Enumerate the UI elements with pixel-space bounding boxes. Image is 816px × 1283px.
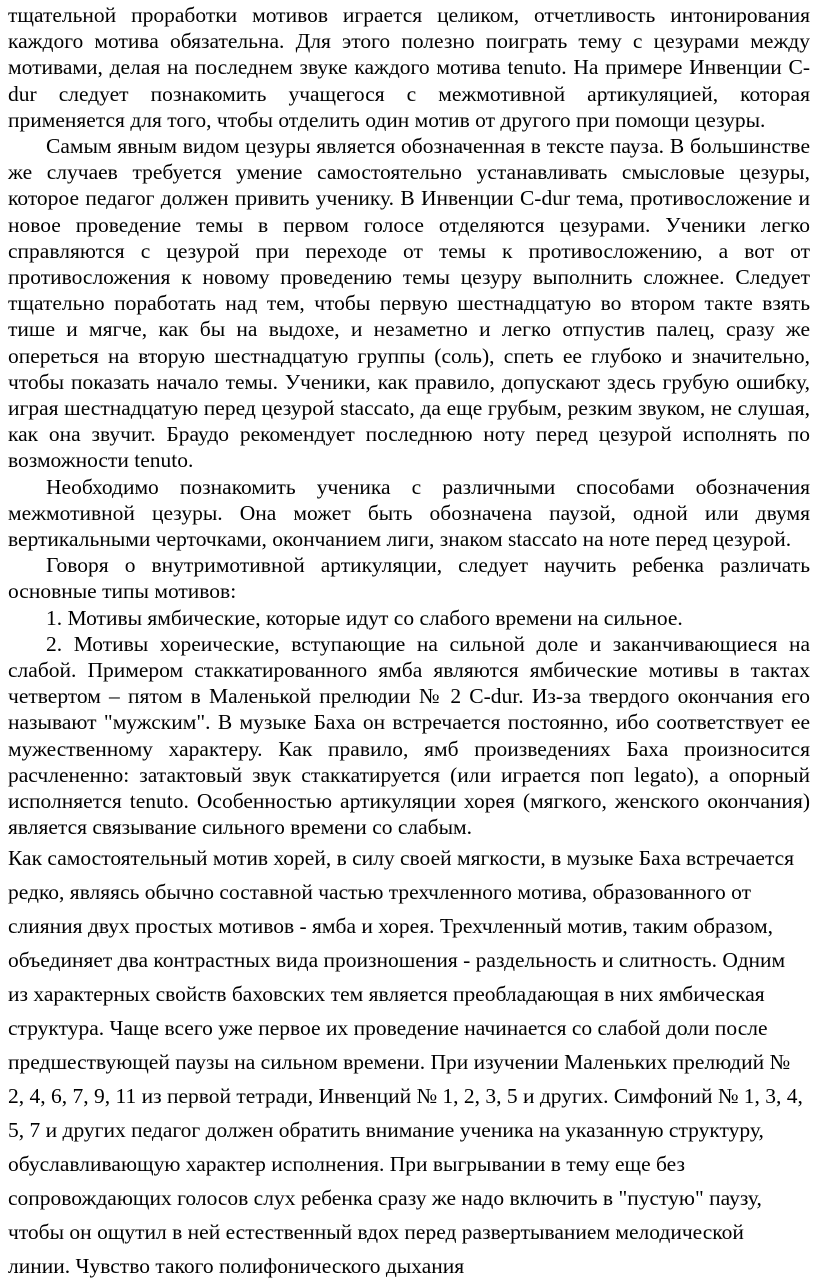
list-item-iambic-motifs: 1. Мотивы ямбические, которые идут со слабого времени на сильное. bbox=[46, 605, 683, 630]
paragraph-intramotif-articulation: Говоря о внутримотивной артикуляции, следует научить ребенка различать основные типы мотивов: bbox=[8, 553, 810, 604]
paragraph-caesura-types: Самым явным видом цезуры является обозначенная в тексте пауза. В большинстве же случаев требуется умение самостоятельно устанавливать смысловые цезуры, которое педагог должен привить ученику. В Инвенции C-dur тема, противосложение и новое проведение темы в первом голосе отделяются цезурами. Ученики легко справляются с цезурой при переходе от темы к противосложению, а вот от противосложения к новому проведению темы цезуру выполнить сложнее. Следует тщательно поработать над тем, чтобы первую шестнадцатую во втором такте взять тише и мягче, как бы на выдохе, и незаметно и легко отпустив палец, сразу же опереться на вторую шестнадцатую группы (соль), спеть ее глубоко и значительно, чтобы показать начало темы. Ученики, как правило, допускают здесь грубую ошибку, играя шестнадцатую перед цезурой staccato, да еще грубым, резким звуком, не слушая, как она звучит. Браудо рекомендует последнюю ноту перед цезурой исполнять по возможности tenuto. bbox=[8, 134, 810, 473]
paragraph-motif-articulation: тщательной проработки мотивов играется целиком, отчетливость интонирования каждого мотива обязательна. Для этого полезно поиграть тему с цезурами между мотивами, делая на последнем звуке каждого мотива tenuto. На примере Инвенции C-dur следует познакомить учащегося с межмотивной артикуляцией, которая применяется для того, чтобы отделить один мотив от другого при помощи цезуры. bbox=[8, 3, 810, 132]
paragraph-caesura-notation: Необходимо познакомить ученика с различными способами обозначения межмотивной цезуры. Она может быть обозначена паузой, одной или двумя вертикальными черточками, окончанием лиги, знаком staccato на ноте перед цезурой. bbox=[8, 474, 810, 552]
paragraph-trochee-in-bach: Как самостоятельный мотив хорей, в силу своей мягкости, в музыке Баха встречается редко, являясь обычно составной частью трехчленного мотива, образованного от слияния двух простых мотивов - ямба и хорея. Трехчленный мотив, таким образом, объединяет два контрастных вида произношения - раздельность и слитность. Одним из характерных свойств баховских тем является преобладающая в них ямбическая структура. Чаще всего уже первое их проведение начинается со слабой доли после предшествующей паузы на сильном времени. При изучении Маленьких прелюдий № 2, 4, 6, 7, 9, 11 из первой тетради, Инвенций № 1, 2, 3, 5 и других. Симфоний № 1, 3, 4, 5, 7 и других педагог должен обратить внимание ученика на указанную структуру, обуславливающую характер исполнения. При выгрывании в тему еще без сопровождающих голосов слух ребенка сразу же надо включить в "пустую" паузу, чтобы он ощутил в ней естественный вдох перед развертыванием мелодической линии. Чувство такого полифонического дыхания bbox=[8, 845, 803, 1278]
list-item-trochaic-motifs: 2. Мотивы хореические, вступающие на сильной доле и заканчивающиеся на слабой. Примером стаккатированного ямба являются ямбические мотивы в тактах четвертом – пятом в Маленькой прелюдии № 2 C-dur. Из-за твердого окончания его называют "мужским". В музыке Баха он встречается постоянно, ибо соответствует ее мужественному характеру. Как правило, ямб произведениях Баха произносится расчлененно: затактовый звук стаккатируется (или играется поп legato), а опорный исполняется tenuto. Особенностью артикуляции хорея (мягкого, женского окончания) является связывание сильного времени со слабым. bbox=[8, 631, 810, 840]
